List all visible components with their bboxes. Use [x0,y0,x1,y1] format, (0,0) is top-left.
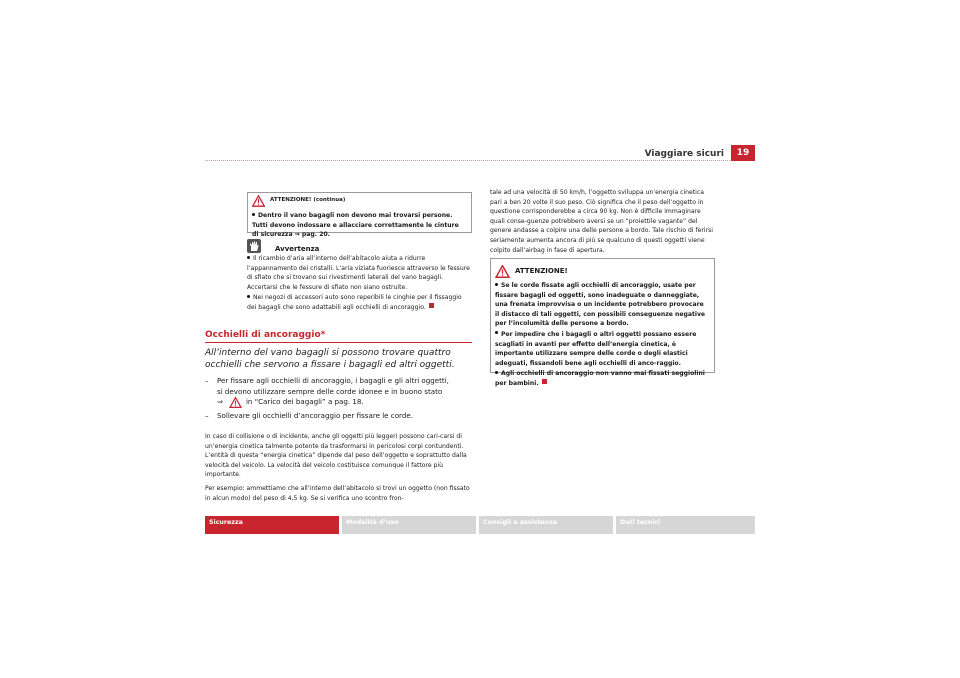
reference-arrow: ⇒ [217,397,223,407]
warning-triangle-icon [229,397,242,408]
dash-marker: – [205,376,209,385]
list-item: Nei negozi di accessori auto sono reperibili le cinghie per il fissaggio dei bagagli che sono adattabili agli occhielli di ancoraggio. [247,294,462,311]
note-title: Avvertenza [275,245,320,253]
end-square-icon [542,379,547,384]
step-line: Per fissare agli occhielli di ancoraggio, i bagagli e gli altri oggetti, [217,376,449,385]
tab-sicurezza[interactable]: Sicurezza [205,516,339,534]
warning-continued-header [252,195,467,207]
step-text: Sollevare gli occhielli d’ancoraggio per fissare le corde. [217,411,413,420]
warning-continued-title: ATTENZIONE! (continua) [270,197,346,204]
body-text-right: tale ad una velocità di 50 km/h, l’oggetto sviluppa un’energia cinetica pari a ben 20 volte il suo peso. Ciò significa che il peso dell’oggetto in questione corrisponderebbe a circa 90 kg. Non è difficile immaginare quali conse-guenze potrebbero aversi se un “proiettile vagante” del genere andasse a colpire una delle persone a bordo. Tale rischio di ferirsi seriamente aumenta ancora di più se qualcuno di questi oggetti viene colpito dall’airbag in fase di apertura. [490,189,714,254]
step-line: si devono utilizzare sempre delle corde idonee e in buono stato [217,386,443,396]
bullet-icon [495,283,498,286]
list-item: Dentro il vano bagagli non devono mai trovarsi persone. Tutti devono indossare e allacciare correttamente le cinture di sicurezza ⇒ pag. 20. [252,212,459,239]
bullet-icon [247,295,250,298]
tab-modalita-uso[interactable]: Modalità d’uso [342,516,476,534]
step-reference: in “Carico dei bagagli” a pag. 18. [245,397,364,407]
warning-continued-box [247,192,472,239]
warning-continued-body [252,211,467,240]
end-square-icon [429,303,434,308]
bullet-icon [495,331,498,334]
warning-triangle-icon [252,195,265,207]
warning-triangle-icon [495,265,510,278]
paragraph: Per esempio: ammettiamo che all’interno dell’abitacolo si trovi un oggetto (non fissato in alcun modo) del peso di 4,5 kg. Se si verifica uno scontro fron- [205,484,470,502]
list-item: Agli occhielli di ancoraggio non vanno mai fissati seggiolini per bambini. [495,370,705,387]
bullet-icon [495,371,498,374]
page-header-title: Viaggiare sicuri [644,149,724,159]
section-title: Occhielli di ancoraggio* [205,330,326,340]
page-number: 19 [731,145,755,161]
warning-box [490,258,715,387]
list-item: Per impedire che i bagagli o altri oggetti possano essere scagliati in avanti per effetto dell’energia cinetica, è importante utilizzare sempre delle corde o degli elastici adeguati, fissandoli bene agli occhielli di anco-raggio. [495,330,697,367]
warning-title: ATTENZIONE! [515,266,568,275]
warning-body [495,281,710,389]
tab-consigli-assistenza[interactable]: Consigli e assistenza [479,516,613,534]
instruction-step [205,411,480,422]
header-rule [205,160,730,161]
bullet-icon [252,213,255,216]
instruction-step [205,376,480,408]
warning-header [495,265,710,278]
body-text-left [205,432,475,503]
note-body [247,254,472,313]
section-rule [205,342,472,343]
note-header [247,239,472,253]
note-hand-icon [247,239,261,253]
section-intro: All’interno del vano bagagli si possono trovare quattro occhielli che servono a fissare i bagagli ed altri oggetti. [205,348,455,370]
list-item: Se le corde fissate agli occhielli di ancoraggio, usate per fissare bagagli od oggetti, sono inadeguate o danneggiate, una frenata improvvisa o un incidente potrebbero provocare il distacco di tali oggetti, con possibili conseguenze negative per l’incolumità delle persone a bordo. [495,282,706,328]
tab-dati-tecnici[interactable]: Dati tecnici [616,516,755,534]
dash-marker: – [205,411,209,420]
paragraph: In caso di collisione o di incidente, anche gli oggetti più leggeri possono cari-carsi di un’energia cinetica talmente potente da trasformarsi in pericolosi corpi contundenti. L’entità di questa “energia cinetica” dipende dal peso dell’oggetto e soprattutto dalla velocità del veicolo. La velocità del veicolo costituisce comunque il fattore più importante. [205,433,467,479]
list-item: Il ricambio d’aria all’interno dell’abitacolo aiuta a ridurre l’appannamento dei cristalli. L’aria viziata fuoriesce attraverso le fessure di sfiato che si trovano sui rivestimenti laterali del vano bagagli. Accertarsi che le fessure di sfiato non siano ostruite. [247,255,470,291]
bullet-icon [247,256,250,259]
